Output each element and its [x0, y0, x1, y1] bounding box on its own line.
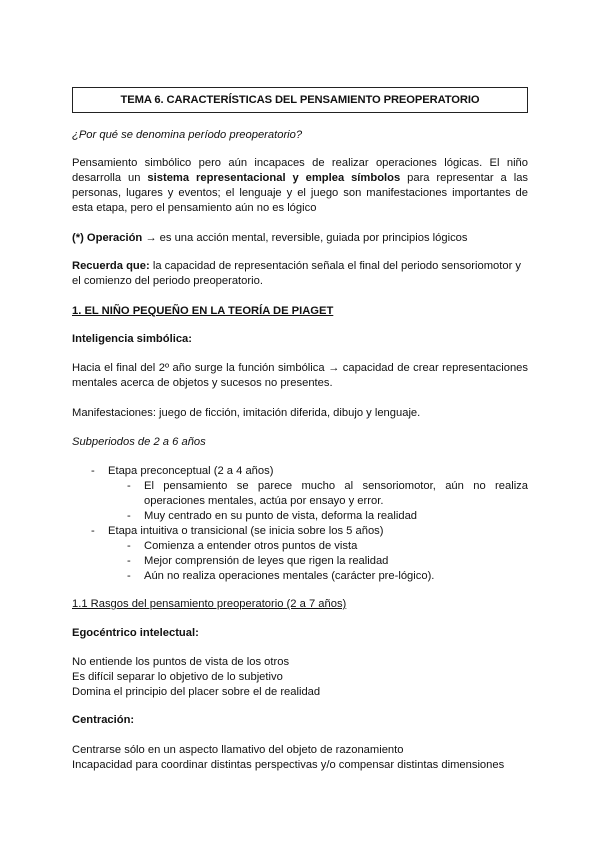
- list-item: [72, 554, 528, 569]
- centration-heading: Centración:: [72, 714, 135, 726]
- operation-definition: [72, 231, 528, 246]
- subperiods-heading: Subperiodos de 2 a 6 años: [72, 436, 206, 448]
- bullet-dash: -: [91, 525, 95, 537]
- intro-paragraph: [72, 156, 528, 216]
- stage-2-item: Comienza a entender otros puntos de vista: [144, 540, 358, 552]
- remember-note: [72, 259, 528, 289]
- bullet-dash: -: [127, 540, 131, 552]
- stage-2-item: Aún no realiza operaciones mentales (carácter pre-lógico).: [144, 570, 435, 582]
- bullet-dash: -: [127, 510, 131, 522]
- stage-1-label: Etapa preconceptual (2 a 4 años): [108, 465, 274, 477]
- centration-line: Incapacidad para coordinar distintas perspectivas y/o compensar distintas dimensiones: [72, 759, 505, 771]
- subperiods-list: [72, 464, 528, 584]
- centration-line: Centrarse sólo en un aspecto llamativo del objeto de razonamiento: [72, 744, 404, 756]
- section-1-heading: 1. EL NIÑO PEQUEÑO EN LA TEORÍA DE PIAGET: [72, 305, 334, 317]
- egocentric-heading: Egocéntrico intelectual:: [72, 627, 199, 639]
- symbolic-paragraph: Hacia el final del 2º año surge la función simbólica → capacidad de crear representaciones mentales acerca de objetos y sucesos no presentes.: [72, 362, 528, 389]
- egocentric-line: Domina el principio del placer sobre el de realidad: [72, 686, 321, 698]
- stage-2-label: Etapa intuitiva o transicional (se inicia sobre los 5 años): [108, 525, 384, 537]
- bullet-dash: -: [127, 555, 131, 567]
- egocentric-line: No entiende los puntos de vista de los otros: [72, 656, 290, 668]
- list-item: [72, 539, 528, 554]
- remember-label: Recuerda que:: [72, 260, 150, 272]
- list-item: [72, 479, 528, 509]
- bullet-dash: -: [127, 570, 131, 582]
- manifestations-paragraph: Manifestaciones: juego de ficción, imitación diferida, dibujo y lenguaje.: [72, 407, 421, 419]
- symbolic-heading: Inteligencia simbólica:: [72, 333, 192, 345]
- egocentric-lines: [72, 655, 528, 700]
- remember-text: la capacidad de representación señala el final del periodo sensoriomotor y el comienzo del periodo preoperatorio.: [72, 260, 521, 287]
- list-item: [72, 524, 528, 539]
- intro-text-1: Pensamiento simbólico pero aún incapaces de realizar operaciones lógicas. El niño desarrolla un: [72, 157, 528, 184]
- operation-label: (*) Operación: [72, 232, 143, 244]
- page-title: TEMA 6. CARACTERÍSTICAS DEL PENSAMIENTO PREOPERATORIO: [72, 87, 528, 113]
- question-heading: ¿Por qué se denomina período preoperatorio?: [72, 129, 303, 141]
- list-item: [72, 509, 528, 524]
- stage-1-item: El pensamiento se parece mucho al sensoriomotor, aún no realiza operaciones mentales, actúa por ensayo y error.: [144, 480, 528, 507]
- centration-lines: [72, 743, 528, 773]
- stage-2-item: Mejor comprensión de leyes que rigen la realidad: [144, 555, 389, 567]
- intro-text-2: para representar a las personas, lugares y eventos; el lenguaje y el juego son manifestaciones importantes de esta etapa, pero el pensamiento aún no es lógico: [72, 172, 529, 214]
- intro-bold: sistema representacional y emplea símbolos: [147, 172, 401, 184]
- bullet-dash: -: [91, 465, 95, 477]
- list-item: [72, 464, 528, 479]
- section-1-1-heading: 1.1 Rasgos del pensamiento preoperatorio (2 a 7 años): [72, 598, 347, 610]
- stage-1-item: Muy centrado en su punto de vista, deforma la realidad: [144, 510, 418, 522]
- bullet-dash: -: [127, 480, 131, 492]
- list-item: [72, 569, 528, 584]
- operation-text: → es una acción mental, reversible, guiada por principios lógicos: [142, 232, 468, 244]
- egocentric-line: Es difícil separar lo objetivo de lo subjetivo: [72, 671, 283, 683]
